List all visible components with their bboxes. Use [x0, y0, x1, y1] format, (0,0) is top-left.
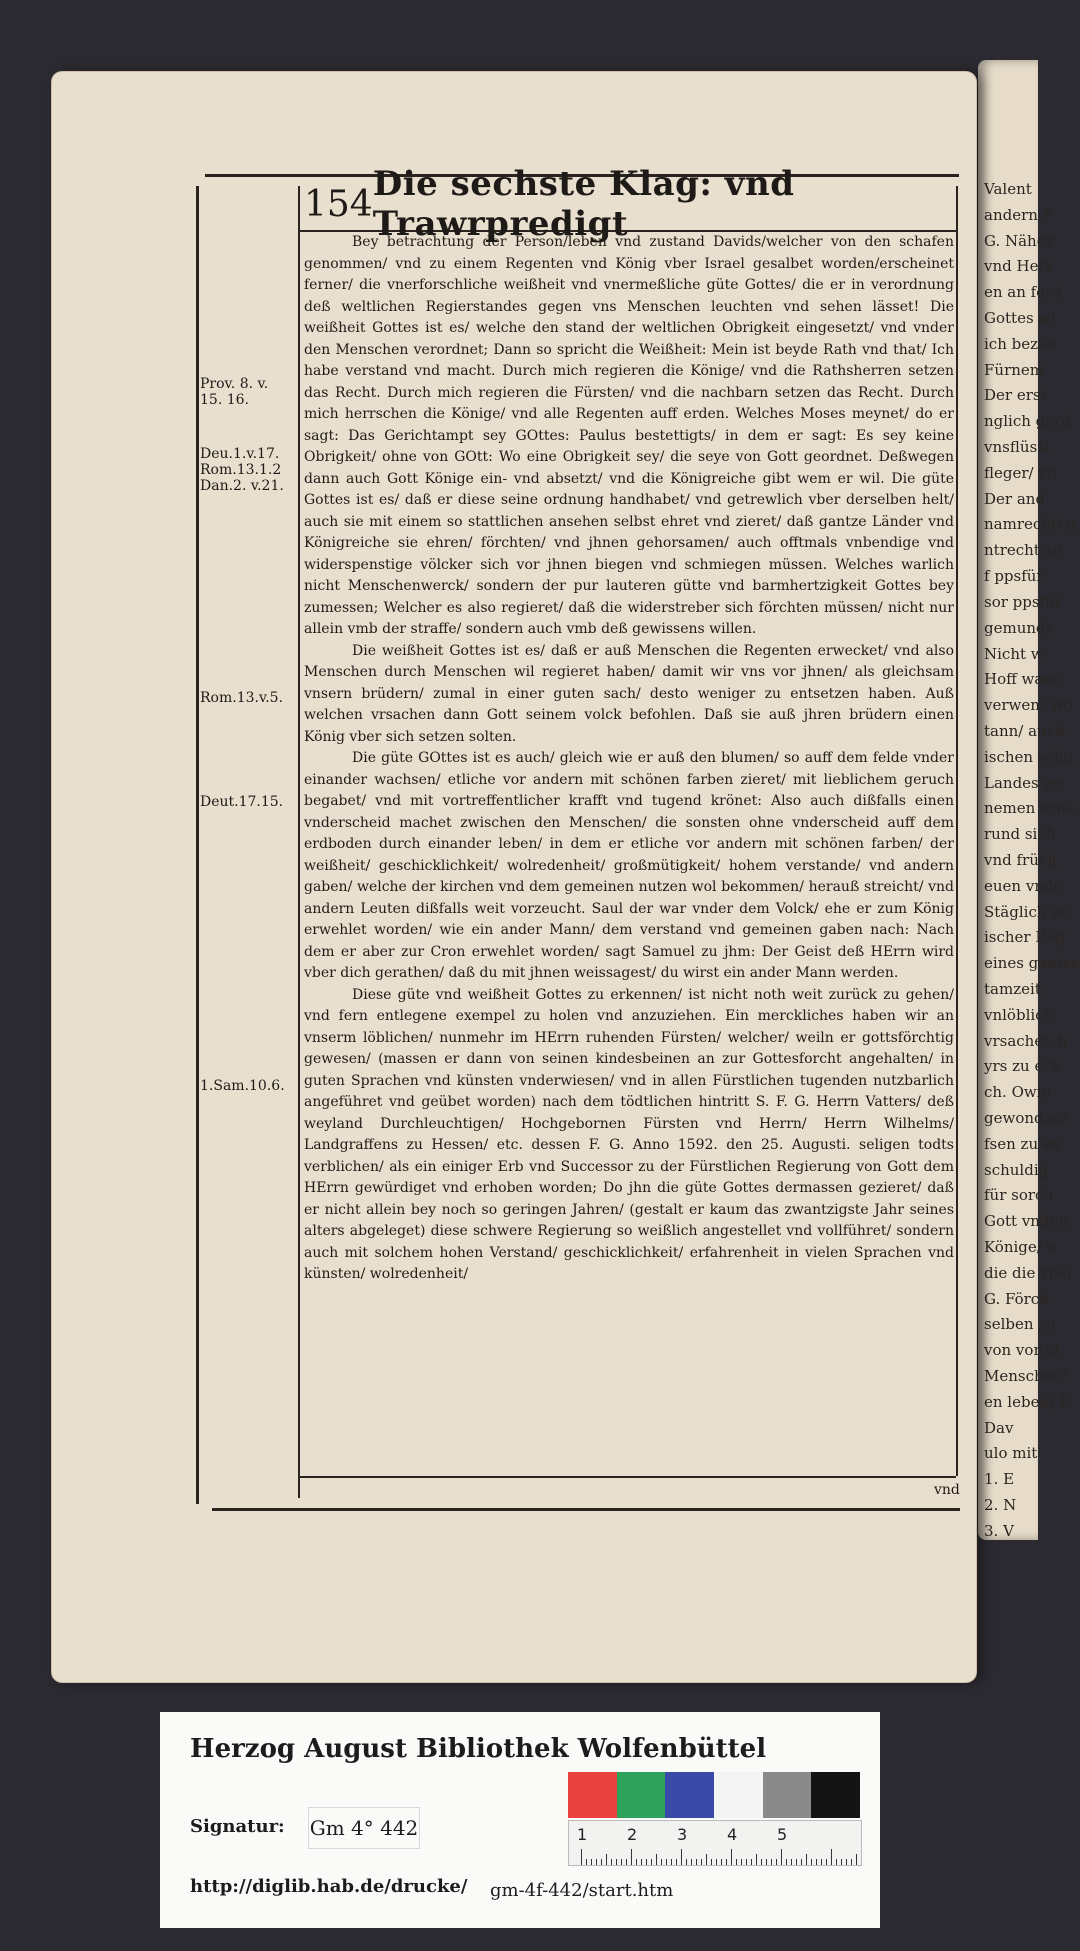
- ruler-tick: [616, 1859, 617, 1865]
- ruler-tick: [831, 1849, 832, 1865]
- facing-page-fragment: selben zu: [984, 1315, 1056, 1334]
- facing-page-fragment: vnd Herr: [984, 257, 1053, 276]
- facing-page-fragment: ntrecht zu: [984, 541, 1063, 560]
- color-calibration-chart: [568, 1772, 860, 1818]
- paragraph: Diese güte vnd weißheit Gottes zu erkennen/ ist nicht noth weit zurück zu gehen/ vnd fern entlegene exempel zu holen vnd anzuziehen. Ein merckliches haben wir an vnserm löblichen/ nunmehr im HErrn ruhenden Fürsten/ welcher/ weiln er gottsförchtig gewesen/ (massen er dann von seinen kindesbeinen an zur Gottesforcht angehalten/ in guten Sprachen vnd künsten vnderwiesen/ vnd in allen Fürstlichen tugenden nutzbarlich angeführet vnd geübet worden) nach dem tödtlichen hintritt S. F. G. Herrn Vatters/ deß weyland Durchleuchtigen/ Hochgebornen Fürsten vnd Herrn/ Herrn Wilhelms/ Landgraffens zu Hessen/ etc. dessen F. G. Anno 1592. den 25. Augusti. seligen todts verblichen/ als ein einiger Erb vnd Successor zu der Fürstlichen Regierung von Gott dem HErrn gewürdiget vnd erhoben worden; Do jhn die güte Gottes dermassen gezieret/ daß er nicht allein bey noch so geringen Jahren/ (gestalt er kaum das zwantzigste Jahr seines alters abgeleget) diese schwere Regierung so weißlich angestellet vnd vollführet/ sondern auch mit solchem hohen Verstand/ geschicklichkeit/ erfahrenheit in vielen Sprachen vnd künsten/ wolredenheit/: [304, 986, 954, 1282]
- frame-rule-text-bottom: [300, 1476, 956, 1478]
- ruler-tick: [706, 1854, 707, 1865]
- facing-page-fragment: die die vbel: [984, 1263, 1072, 1282]
- ruler-tick: [716, 1859, 717, 1865]
- frame-rule-margin: [298, 186, 300, 1498]
- facing-page-fragment: namrecht/ g: [984, 515, 1077, 534]
- margin-note-line: Prov. 8. v.: [200, 376, 269, 392]
- ruler-tick: [821, 1859, 822, 1865]
- margin-note-rom13: [200, 690, 283, 706]
- facing-page-fragment: G. Näher: [984, 231, 1053, 250]
- ruler-tick: [751, 1859, 752, 1865]
- facing-page-fragment: Gott vnden: [984, 1212, 1069, 1231]
- ruler-tick: [671, 1859, 672, 1865]
- facing-page-fragment: verwent wo: [984, 696, 1073, 715]
- ruler-tick: [681, 1849, 682, 1865]
- ruler-tick: [811, 1859, 812, 1865]
- ruler-tick: [606, 1854, 607, 1865]
- facing-page-fragment: Valent: [984, 180, 1032, 198]
- ruler-tick: [711, 1859, 712, 1865]
- facing-page-fragment: schuldig: [984, 1160, 1049, 1179]
- margin-note-line: 15. 16.: [200, 392, 249, 408]
- margin-note-line: Dan.2. v.21.: [200, 478, 284, 494]
- ruler-tick: [771, 1859, 772, 1865]
- facing-page-fragment: rund sich: [984, 825, 1056, 844]
- facing-page-fragment: f ppsfür: [984, 567, 1044, 586]
- ruler-tick: [591, 1859, 592, 1865]
- facing-page-fragment: andern F: [984, 205, 1054, 224]
- facing-page: [978, 60, 1080, 1540]
- ruler-tick: [691, 1859, 692, 1865]
- ruler-tick: [581, 1849, 582, 1865]
- ruler-tick: [801, 1859, 802, 1865]
- library-name: Herzog August Bibliothek Wolfenbüttel: [190, 1734, 767, 1764]
- measurement-ruler: [568, 1820, 862, 1866]
- signatur-value: Gm 4° 442: [308, 1807, 420, 1849]
- facing-page-fragment: Gottes wi: [984, 309, 1057, 328]
- ruler-tick: [696, 1859, 697, 1865]
- color-swatch: [617, 1772, 666, 1818]
- facing-page-fragment: tann/ auch: [984, 721, 1065, 740]
- library-footer: [160, 1712, 880, 1928]
- catchword: vnd: [934, 1482, 960, 1498]
- ruler-tick: [626, 1859, 627, 1865]
- ruler-tick: [766, 1859, 767, 1865]
- ruler-tick: [731, 1849, 732, 1865]
- ruler-tick: [676, 1859, 677, 1865]
- facing-page-fragment: Menschen/: [984, 1367, 1068, 1386]
- facing-page-fragment: 3. V: [984, 1521, 1014, 1540]
- facing-page-fragment: fleger/ vn: [984, 463, 1057, 482]
- ruler-tick: [726, 1859, 727, 1865]
- facing-page-fragment: ischer Reg: [984, 928, 1066, 947]
- signatur-label: Signatur:: [190, 1816, 285, 1837]
- ruler-tick: [791, 1859, 792, 1865]
- color-swatch: [714, 1772, 763, 1818]
- margin-note-prov: [200, 376, 268, 408]
- color-swatch: [568, 1772, 617, 1818]
- page-number: 154: [304, 183, 373, 225]
- ruler-tick: [651, 1859, 652, 1865]
- ruler-tick: [776, 1859, 777, 1865]
- ruler-tick: [851, 1859, 852, 1865]
- ruler-tick: [781, 1849, 782, 1865]
- facing-page-fragment: Hoff wann: [984, 670, 1063, 689]
- ruler-tick: [826, 1859, 827, 1865]
- ruler-tick: [686, 1859, 687, 1865]
- margin-note-deut17: [200, 794, 283, 810]
- facing-page-fragment: gemunds: [984, 618, 1054, 637]
- facing-page-fragment: sor ppsfür: [984, 592, 1062, 611]
- facing-page-fragment: Fürnem: [984, 360, 1044, 379]
- color-swatch: [763, 1772, 812, 1818]
- ruler-number: 2: [627, 1825, 638, 1844]
- facing-page-fragment: ich bezau: [984, 334, 1057, 353]
- ruler-tick: [846, 1859, 847, 1865]
- facing-page-fragment: ischen schu: [984, 747, 1074, 766]
- page-header: [300, 164, 956, 244]
- running-head: Die sechste Klag: vnd Trawrpredigt: [372, 164, 795, 244]
- facing-page-fragment: Stäglich ve: [984, 902, 1069, 921]
- ruler-tick: [636, 1859, 637, 1865]
- ruler-tick: [746, 1859, 747, 1865]
- margin-note-line: Rom.13.1.2: [200, 462, 282, 478]
- paragraph: Die güte GOttes ist es auch/ gleich wie er auß den blumen/ so auff dem felde vnder einander wachsen/ etliche vor andern mit schönen farben zieret/ mit lieblichem geruch begabet/ vnd mit vortreffentlicher krafft vnd tugend krönet: Also auch dißfalls einen vnderscheid machet zwischen den Menschen/ die sonsten ohne vnderscheid auff dem erdboden durch einander leben/ in dem er etliche vor andern mit schönen farben/ der weißheit/ geschicklichkeit/ wolredenheit/ großmütigkeit/ hohem verstande/ vnd andern gaben/ welche der kirchen vnd dem gemeinen nutzen wol bekommen/ herauß streicht/ vnd andern Leuten dißfalls weit vorzeucht. Saul der war vnder dem Volck/ ehe er zum König erwehlet worden/ wie ein ander Mann/ dem verstand vnd gemeinen gaben nach: Nach dem er aber zur Cron erwehlet worden/ sagt Samuel zu jhm: Der Geist deß HErrn wird vber dich gerathen/ daß du mit jhnen weissagest/ du wirst ein ander Mann werden.: [304, 750, 954, 981]
- paragraph: Bey betrachtung der Person/leben vnd zustand Davids/welcher von den schafen genommen/ vnd zu einem Regenten vnd König vber Israel gesalbet worden/erscheinet ferner/ die vnerforschliche weißheit vnd vnermeßliche güte Gottes/ die er in verordnung deß weltlichen Regierstandes gegen vns Menschen leuchten vnd sehen lässet! Die weißheit Gottes ist es/ welche den stand der weltlichen Obrigkeit eingesetzt/ vnd vnder den Menschen verordnet; Dann so spricht die Weißheit: Mein ist beyde Rath vnd that/ Ich habe verstand vnd macht. Durch mich regieren die Könige/ vnd die Rathsherren setzen das Recht. Durch mich regieren die Fürsten/ vnd die nachbarn setzen das Recht. Durch mich herrschen die Könige/ vnd alle Regenten auff erden. Welches Moses meynet/ do er sagt: Das Gerichtampt sey GOttes: Paulus bestettigts/ in dem er sagt: Es sey keine Obrigkeit/ ohne von GOtt: Wo eine Obrigkeit sey/ die seye von Gott geordnet. Deßwegen dann auch Gott Könige ein- vnd absetzt/ vnd die Königreiche gibt wem er wil. Die güte Gottes ist es/ daß er diese seine ordnung handhabet/ vnd getrewlich vber derselben helt/ auch sie mit einem so stattlichen ansehen selbst ehret vnd zieret/ daß gantze Länder vnd Königreiche sie ehren/ förchten/ vnd jhnen gehorsamen/ auch offtmals vnbendige vnd widerspenstige völcker sich vor jhnen biegen vnd schmiegen müssen. Welches warlich nicht Menschenwerck/ sondern der pur lauteren gütte vnd barmhertzigkeit Gottes bey zumessen; Welcher es also regieret/ daß die widerstreber sich förchten müssen/ nicht nur allein vmb der straffe/ sondern auch vmb deß gewissens willen.: [304, 234, 954, 637]
- facing-page-fragment: vnd früch: [984, 850, 1057, 869]
- ruler-number: 3: [677, 1825, 688, 1844]
- ruler-tick: [761, 1859, 762, 1865]
- frame-rule-left: [196, 186, 199, 1504]
- ruler-number: 4: [727, 1825, 738, 1844]
- ruler-tick: [786, 1859, 787, 1865]
- facing-page-fragment: Landes ge: [984, 773, 1062, 792]
- facing-page-fragment: vnsflüssi: [984, 438, 1050, 457]
- facing-page-fragment: en leben/ F: [984, 1392, 1070, 1411]
- facing-page-fragment: vnlöblich: [984, 1005, 1054, 1024]
- ruler-tick: [611, 1859, 612, 1865]
- ruler-tick: [621, 1859, 622, 1865]
- facing-page-fragment: für sorch: [984, 1186, 1054, 1205]
- color-swatch: [665, 1772, 714, 1818]
- margin-note-sam: [200, 1078, 285, 1094]
- ruler-tick: [646, 1859, 647, 1865]
- margin-note-deu: [200, 446, 284, 494]
- facing-page-fragment: nglich gerd: [984, 412, 1071, 431]
- ruler-tick: [741, 1859, 742, 1865]
- facing-page-fragment: nemen sche: [984, 799, 1075, 818]
- ruler-tick: [656, 1854, 657, 1865]
- margin-note-line: Deu.1.v.17.: [200, 446, 280, 462]
- facing-page-fragment: 2. N: [984, 1496, 1017, 1515]
- facing-page-fragment: Der and: [984, 489, 1046, 508]
- ruler-tick: [601, 1859, 602, 1865]
- ruler-tick: [701, 1859, 702, 1865]
- facing-page-fragment: 1. E: [984, 1470, 1015, 1489]
- ruler-tick: [756, 1854, 757, 1865]
- ruler-tick: [836, 1859, 837, 1865]
- ruler-tick: [841, 1859, 842, 1865]
- margin-note-line: Deut.17.15.: [200, 794, 284, 810]
- ruler-tick: [806, 1854, 807, 1865]
- ruler-tick: [796, 1859, 797, 1865]
- facing-page-fragment: Könige/ v: [984, 1238, 1056, 1257]
- facing-page-fragment: eines gantze: [984, 954, 1080, 973]
- ruler-tick: [736, 1859, 737, 1865]
- facing-page-fragment: Nicht w: [984, 644, 1044, 663]
- ruler-tick: [856, 1854, 857, 1865]
- ruler-tick: [816, 1859, 817, 1865]
- facing-page-fragment: Der erst: [984, 386, 1047, 405]
- facing-page-fragment: tamzeit: [984, 979, 1041, 998]
- ruler-number: 1: [577, 1825, 588, 1844]
- facing-page-fragment: ulo mit: [984, 1444, 1038, 1463]
- ruler-number: 5: [777, 1825, 788, 1844]
- facing-page-fragment: gewonden/: [984, 1109, 1068, 1127]
- facing-page-fragment: von vor al: [984, 1341, 1060, 1360]
- sermon-text: [304, 232, 954, 1286]
- margin-note-line: Rom.13.v.5.: [200, 690, 284, 706]
- facing-page-fragment: ch. Owie: [984, 1083, 1051, 1102]
- facing-page-fragment: G. Förch: [984, 1289, 1049, 1308]
- facing-page-fragment: euen vnde: [984, 876, 1063, 895]
- ruler-tick: [721, 1859, 722, 1865]
- ruler-tick: [586, 1859, 587, 1865]
- paragraph: Die weißheit Gottes ist es/ daß er auß Menschen die Regenten erwecket/ vnd also Menschen durch Menschen wil regieret haben/ damit wir vns vor jhnen/ als gleichsam vnsern brüdern/ zumal in einer guten sach/ desto weniger zu entsetzen haben. Auß welchen vrsachen dann Gott seinem volck befohlen. Daß sie auß jhren brüdern einen König vber sich setzen solten.: [304, 642, 954, 745]
- ruler-tick: [631, 1849, 632, 1865]
- ruler-tick: [596, 1859, 597, 1865]
- url-path[interactable]: gm-4f-442/start.htm: [490, 1880, 674, 1901]
- margin-note-line: 1.Sam.10.6.: [200, 1078, 285, 1094]
- frame-rule-right: [956, 186, 958, 1476]
- facing-page-fragment: en an ferd: [984, 283, 1062, 302]
- ruler-tick: [666, 1859, 667, 1865]
- facing-page-fragment: yrs zu erk: [984, 1057, 1060, 1076]
- facing-page-fragment: fsen zu ex: [984, 1134, 1061, 1153]
- url-base[interactable]: http://diglib.hab.de/drucke/: [190, 1876, 468, 1897]
- facing-page-fragment: vrsachen h: [984, 1031, 1068, 1050]
- color-swatch: [811, 1772, 860, 1818]
- facing-page-fragment: Dav: [984, 1418, 1014, 1437]
- frame-rule-bottom: [212, 1508, 960, 1511]
- ruler-tick: [661, 1859, 662, 1865]
- ruler-tick: [641, 1859, 642, 1865]
